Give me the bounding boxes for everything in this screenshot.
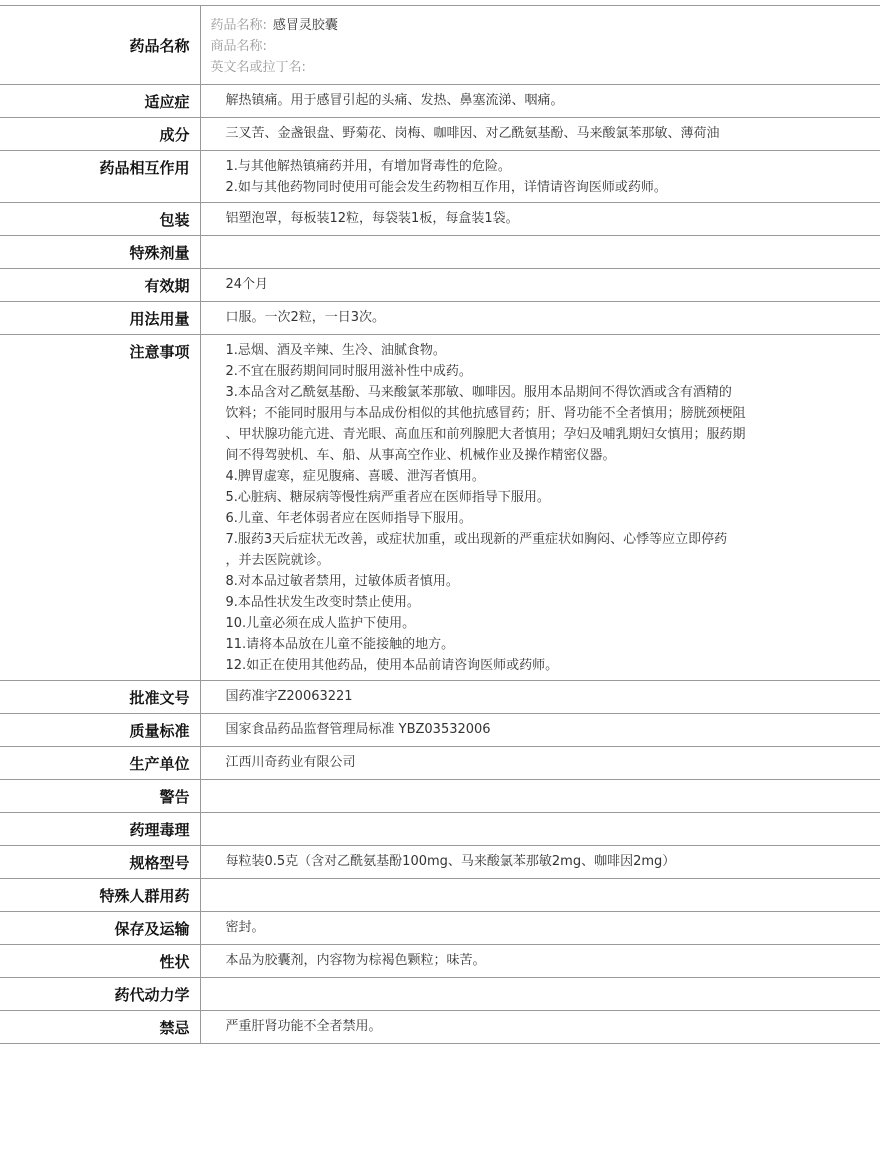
info-row-value-line: 2.不宜在服药期间同时服用滋补性中成药。: [225, 364, 472, 379]
info-row-value: [200, 118, 880, 151]
info-row: [0, 302, 880, 335]
info-row: [0, 747, 880, 780]
info-row-label: 保存及运输: [0, 912, 200, 945]
latin-name-key: 英文名或拉丁名:: [210, 60, 306, 75]
info-row-value: [200, 747, 880, 780]
info-row-value-line: 24个月: [225, 277, 269, 292]
info-row-label: 成分: [0, 118, 200, 151]
info-row-value: [200, 813, 880, 846]
info-row-label: 特殊人群用药: [0, 879, 200, 912]
info-row-label: 规格型号: [0, 846, 200, 879]
info-row-value: [200, 85, 880, 118]
info-row-label: 有效期: [0, 269, 200, 302]
info-row-label: 特殊剂量: [0, 236, 200, 269]
info-row-value-line: 严重肝肾功能不全者禁用。: [225, 1019, 382, 1034]
info-row: [0, 269, 880, 302]
info-row-value: [200, 681, 880, 714]
info-row-value-line: 江西川奇药业有限公司: [225, 755, 356, 770]
info-row-label: 用法用量: [0, 302, 200, 335]
info-row: [0, 714, 880, 747]
info-row-value: [200, 846, 880, 879]
info-row-value-line: 铝塑泡罩，每板装12粒，每袋装1板，每盒装1袋。: [225, 211, 519, 226]
info-row: [0, 945, 880, 978]
trade-name-key: 商品名称:: [210, 39, 267, 54]
info-row-label: 适应症: [0, 85, 200, 118]
info-row: [0, 236, 880, 269]
info-row: [0, 681, 880, 714]
info-row-value: [200, 978, 880, 1011]
info-row: [0, 85, 880, 118]
info-row-value-line: 饮料；不能同时服用与本品成份相似的其他抗感冒药；肝、肾功能不全者慎用；膀胱颈梗阻: [225, 406, 746, 421]
info-row-value: [200, 879, 880, 912]
generic-name-value: 感冒灵胶囊: [272, 18, 338, 33]
info-row-value: [200, 236, 880, 269]
drug-info-table: [0, 5, 880, 1044]
info-row-label: 禁忌: [0, 1011, 200, 1044]
generic-name-line: [211, 15, 871, 36]
generic-name-key: 药品名称:: [210, 18, 267, 33]
info-row-value-line: 口服。一次2粒，一日3次。: [225, 310, 386, 325]
info-row-label: 质量标准: [0, 714, 200, 747]
info-row-value: [200, 912, 880, 945]
info-row-value: [200, 203, 880, 236]
info-row: [0, 978, 880, 1011]
info-row-label: 批准文号: [0, 681, 200, 714]
info-row-value-line: 密封。: [225, 920, 265, 935]
info-row: [0, 151, 880, 203]
info-row-value-line: 8.对本品过敏者禁用，过敏体质者慎用。: [225, 574, 459, 589]
info-row-value-line: 4.脾胃虚寒，症见腹痛、喜暖、泄泻者慎用。: [225, 469, 485, 484]
info-row-value-line: 本品为胶囊剂，内容物为棕褐色颗粒；味苦。: [225, 953, 486, 968]
info-row: [0, 335, 880, 681]
info-row-value: [200, 1011, 880, 1044]
info-row-value-line: 2.如与其他药物同时使用可能会发生药物相互作用，详情请咨询医师或药师。: [225, 180, 667, 195]
info-row-value-line: 间不得驾驶机、车、船、从事高空作业、机械作业及操作精密仪器。: [225, 448, 616, 463]
info-row-value-line: 10.儿童必须在成人监护下使用。: [225, 616, 416, 631]
info-row: [0, 118, 880, 151]
info-row: [0, 203, 880, 236]
info-row-value-line: ，并去医院就诊。: [225, 553, 330, 568]
info-row-value-line: 9.本品性状发生改变时禁止使用。: [225, 595, 420, 610]
info-row-value-line: 国药准字Z20063221: [225, 689, 353, 704]
trade-name-line: [211, 36, 871, 57]
info-row: [0, 780, 880, 813]
info-row-label: 生产单位: [0, 747, 200, 780]
info-row-value: [200, 269, 880, 302]
info-row-value-line: 、甲状腺功能亢进、青光眼、高血压和前列腺肥大者慎用；孕妇及哺乳期妇女慎用；服药期: [225, 427, 746, 442]
info-row-value-line: 12.如正在使用其他药品，使用本品前请咨询医师或药师。: [225, 658, 559, 673]
info-row-value-line: 7.服药3天后症状无改善，或症状加重，或出现新的严重症状如胸闷、心悸等应立即停药: [225, 532, 728, 547]
drug-name-values: [200, 6, 880, 85]
latin-name-line: [211, 57, 871, 78]
info-row: [0, 813, 880, 846]
info-row-label: 警告: [0, 780, 200, 813]
info-row: [0, 846, 880, 879]
info-row-value: [200, 714, 880, 747]
info-row-label: 注意事项: [0, 335, 200, 681]
info-row-value-line: 5.心脏病、糖尿病等慢性病严重者应在医师指导下服用。: [225, 490, 550, 505]
info-row-value-line: 11.请将本品放在儿童不能接触的地方。: [225, 637, 455, 652]
info-row-value: [200, 151, 880, 203]
info-row-value-line: 6.儿童、年老体弱者应在医师指导下服用。: [225, 511, 472, 526]
info-row-value-line: 解热镇痛。用于感冒引起的头痛、发热、鼻塞流涕、咽痛。: [225, 93, 564, 108]
drug-name-label: 药品名称: [0, 6, 200, 85]
info-row-value-line: 每粒装0.5克（含对乙酰氨基酚100mg、马来酸氯苯那敏2mg、咖啡因2mg）: [225, 854, 676, 869]
info-row-value: [200, 302, 880, 335]
info-row-value: [200, 945, 880, 978]
info-row: [0, 1011, 880, 1044]
info-row-value-line: 1.忌烟、酒及辛辣、生冷、油腻食物。: [225, 343, 446, 358]
info-row-label: 性状: [0, 945, 200, 978]
info-row-label: 药代动力学: [0, 978, 200, 1011]
info-row-value-line: 国家食品药品监督管理局标准 YBZ03532006: [225, 722, 491, 737]
info-row-value: [200, 335, 880, 681]
drug-info-table-body: [0, 6, 880, 1044]
info-row-label: 包装: [0, 203, 200, 236]
info-row-value: [200, 780, 880, 813]
info-row-value-line: 三叉苦、金盏银盘、野菊花、岗梅、咖啡因、对乙酰氨基酚、马来酸氯苯那敏、薄荷油: [225, 126, 720, 141]
info-row-label: 药品相互作用: [0, 151, 200, 203]
info-row-value-line: 3.本品含对乙酰氨基酚、马来酸氯苯那敏、咖啡因。服用本品期间不得饮酒或含有酒精的: [225, 385, 732, 400]
info-row-label: 药理毒理: [0, 813, 200, 846]
info-row: [0, 879, 880, 912]
info-row-value-line: 1.与其他解热镇痛药并用，有增加肾毒性的危险。: [225, 159, 511, 174]
drug-name-row: [0, 6, 880, 85]
info-row: [0, 912, 880, 945]
